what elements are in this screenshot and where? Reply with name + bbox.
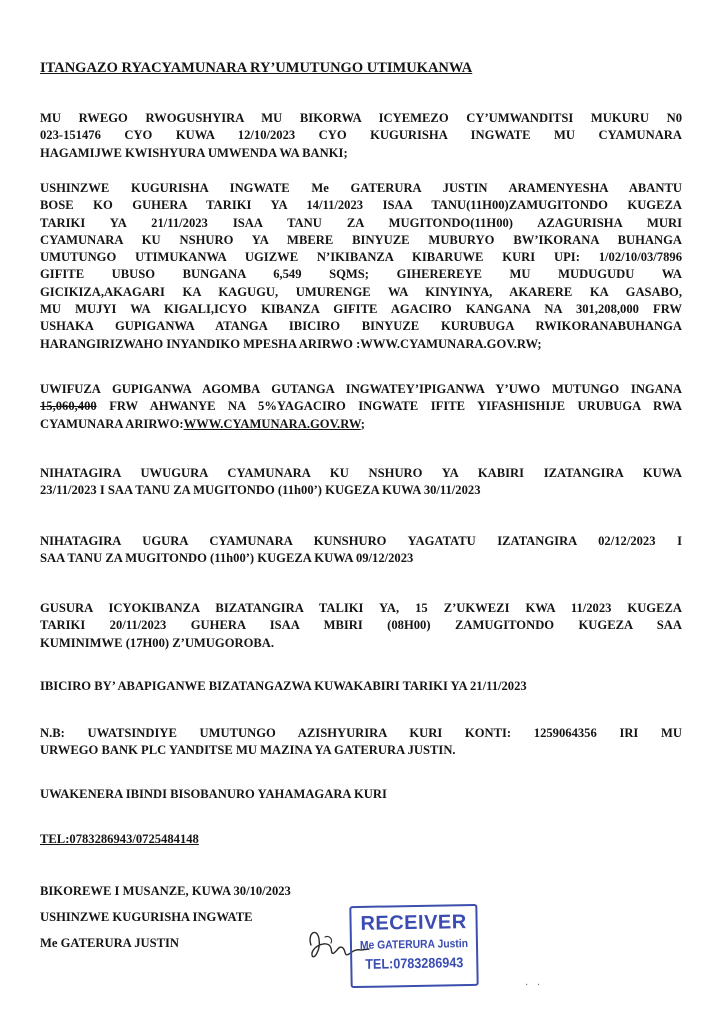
text-line: NIHATAGIRA UWUGURA CYAMUNARA KU NSHURO YA KABIRI IZATANGIRA KUWA: [40, 466, 682, 480]
text-line: N.B: UWATSINDIYE UMUTUNGO AZISHYURIRA KURI KONTI: 1259064356 IRI MU: [40, 726, 682, 740]
text-line: MU RWEGO RWOGUSHYIRA MU BIKORWA ICYEMEZO CY’UMWANDITSI MUKURU N0: [40, 111, 682, 125]
text-line: BOSE KO GUHERA TARIKI YA 14/11/2023 ISAA TANU(11H00)ZAMUGITONDO KUGEZA: [40, 198, 682, 213]
text-line: SAA TANU ZA MUGITONDO (11h00’) KUGEZA KUWA 09/12/2023: [40, 551, 414, 566]
text-line: HARANGIRIZWAHO INYANDIKO MPESHA ARIRWO :WWW.CYAMUNARA.GOV.RW;: [40, 336, 542, 351]
stamp-title: RECEIVER: [360, 911, 467, 935]
text-line: GICIKIZA,AKAGARI KA KAGUGU, UMURENGE WA KINYINYA, AKARERE KA GASABO,: [40, 284, 682, 299]
text-line: UWIFUZA GUPIGANWA AGOMBA GUTANGA INGWATEY’IPIGANWA Y’UWO MUTUNGO INGANA: [40, 382, 682, 396]
text-line: [40, 398, 682, 415]
text-line: 023-151476 CYO KUWA 12/10/2023 CYO KUGURISHA INGWATE MU CYAMUNARA: [40, 128, 682, 143]
website-link[interactable]: WWW.CYAMUNARA.GOV.RW: [183, 416, 361, 431]
paragraph-auction-announcement: [40, 180, 682, 353]
signoff-name: Me GATERURA JUSTIN: [40, 936, 180, 950]
text-line: NIHATAGIRA UGURA CYAMUNARA KUNSHURO YAGATATU IZATANGIRA 02/12/2023 I: [40, 534, 682, 548]
paragraph-second-auction: [40, 465, 682, 500]
paragraph-payment-account: [40, 725, 682, 760]
signoff-block: [40, 878, 291, 956]
text-line: HAGAMIJWE KWISHYURA UMWENDA WA BANKI;: [40, 145, 348, 160]
text-line: [40, 416, 682, 433]
text-line: 23/11/2023 I SAA TANU ZA MUGITONDO (11h00’) KUGEZA KUWA 30/11/2023: [40, 483, 481, 498]
text-line: CYAMUNARA KU NSHURO YA MBERE BINYUZE MUBURYO BW’IKORANA BUHANGA: [40, 232, 682, 247]
text-line: USHAKA GUPIGANWA ATANGA IBICIRO BINYUZE KURUBUGA RWIKORANABUHANGA: [40, 319, 682, 334]
text-line: GIFITE UBUSO BUNGANA 6,549 SQMS; GIHEREREYE MU MUDUGUDU WA: [40, 267, 682, 282]
text-segment: CYAMUNARA ARIRWO:: [40, 416, 184, 431]
guarantee-amount: 15,060,400: [40, 399, 97, 414]
text-line: URWEGO BANK PLC YANDITSE MU MAZINA YA GATERURA JUSTIN.: [40, 743, 456, 758]
text-line: MU MUJYI WA KIGALI,ICYO KIBANZA GIFITE AGACIRO KANGANA NA 301,208,000 FRW: [40, 302, 682, 317]
text-segment: FRW AHWANYE NA 5%YAGACIRO INGWATE IFITE YIFASHISHIJE URUBUGA RWA: [96, 399, 682, 414]
text-line: GUSURA ICYOKIBANZA BIZATANGIRA TALIKI YA, 15 Z’UKWEZI KWA 11/2023 KUGEZA: [40, 601, 682, 615]
text-line: IBICIRO BY’ ABAPIGANWE BIZATANGAZWA KUWAKABIRI TARIKI YA 21/11/2023: [40, 679, 527, 693]
text-line: KUMINIMWE (17H00) Z’UMUGOROBA.: [40, 635, 275, 650]
paragraph-results-date: [40, 678, 682, 695]
paragraph-third-auction: [40, 533, 682, 568]
phone-numbers[interactable]: TEL:0783286943/0725484148: [40, 832, 199, 846]
text-line: UWAKENERA IBINDI BISOBANURO YAHAMAGARA KURI: [40, 787, 387, 801]
text-segment: ;: [360, 416, 365, 431]
text-line: UMUTUNGO UTIMUKANWA UGIZWE N’IKIBANZA KIBARUWE KURI UPI: 1/02/10/03/7896: [40, 250, 682, 265]
signoff-role: USHINZWE KUGURISHA INGWATE: [40, 910, 253, 924]
scan-dots: · ·: [525, 980, 544, 991]
paragraph-contact-info: [40, 786, 682, 803]
document-title: ITANGAZO RYACYAMUNARA RY’UMUTUNGO UTIMUKANWA: [40, 60, 473, 76]
signoff-place-date: BIKOREWE I MUSANZE, KUWA 30/10/2023: [40, 884, 291, 898]
stamp-name: Me GATERURA Justin: [359, 938, 469, 952]
text-line: TARIKI YA 21/11/2023 ISAA TANU ZA MUGITONDO(11H00) AZAGURISHA MURI: [40, 215, 682, 230]
text-line: TARIKI 20/11/2023 GUHERA ISAA MBIRI (08H00) ZAMUGITONDO KUGEZA SAA: [40, 618, 682, 633]
paragraph-bid-guarantee: [40, 381, 682, 433]
stamp-phone: TEL:0783286943: [365, 954, 464, 972]
paragraph-court-order: [40, 110, 682, 162]
text-line: USHINZWE KUGURISHA INGWATE Me GATERURA JUSTIN ARAMENYESHA ABANTU: [40, 181, 682, 195]
paragraph-site-visit: [40, 600, 682, 652]
receiver-stamp: [349, 904, 478, 988]
